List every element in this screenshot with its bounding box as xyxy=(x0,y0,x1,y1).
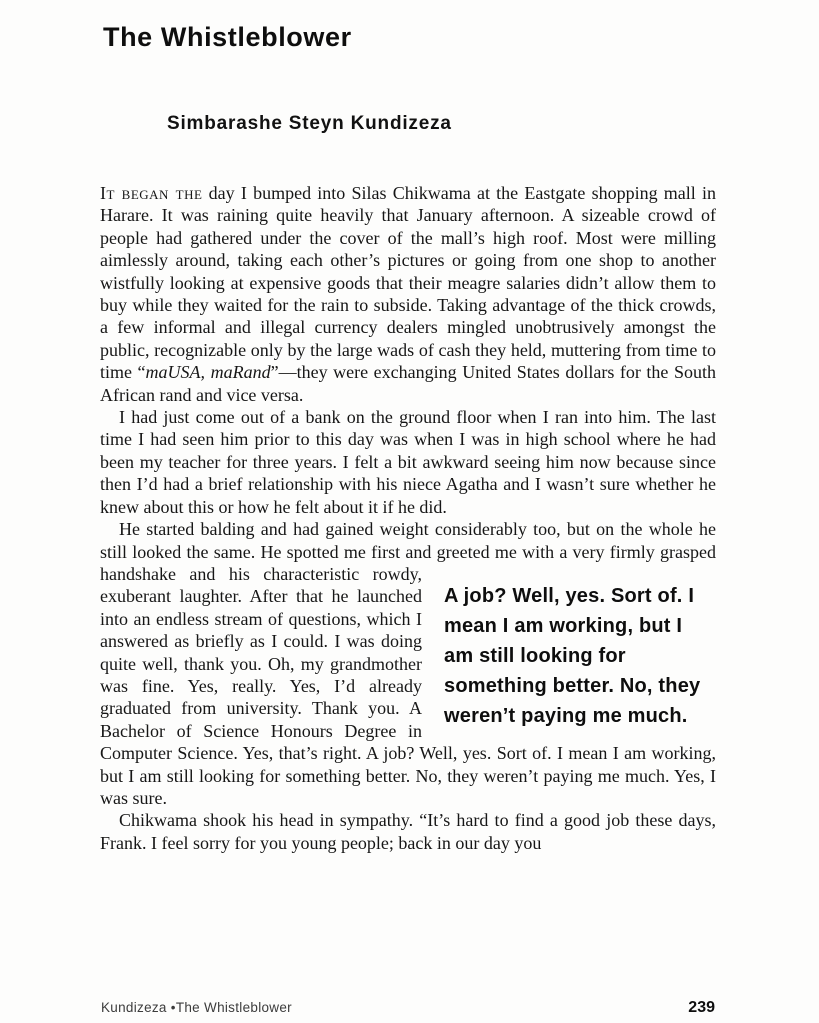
paragraph-3-before-quote: He started balding and had gained weight considerably too, but on the whole he still looked the same. He spotted me first and greeted me xyxy=(100,519,716,562)
story-title: The Whistleblower xyxy=(103,22,352,53)
story-body xyxy=(100,182,716,854)
paragraph-4: Chikwama shook his head in sympathy. “It’s hard to find a good job these days, Frank. I feel sorry for you young people; back in our day you xyxy=(100,810,716,853)
running-head: Kundizeza •The Whistleblower xyxy=(101,1000,292,1015)
author-name: Simbarashe Steyn Kundizeza xyxy=(167,113,452,134)
paragraph-1 xyxy=(100,182,716,406)
pull-quote: A job? Well, yes. Sort of. I mean I am working, but I am still looking for something better. No, they weren’t paying me much. xyxy=(444,584,701,727)
paragraph-3 xyxy=(100,518,716,809)
page-footer xyxy=(101,999,715,1017)
italic-phrase: maUSA, maRand xyxy=(145,362,271,383)
paragraph-1-end: ”—they were exchanging United States dollars for the South African rand and vice versa. xyxy=(100,362,716,405)
page-number: 239 xyxy=(688,999,715,1016)
opening-smallcaps: It began the xyxy=(100,183,203,203)
paragraph-2: I had just come out of a bank on the ground floor when I ran into him. The last time I had seen him prior to this day was when I was in high school where he had been my teacher for three years. I felt a bit awkward seeing him now because since then I’d had a brief relationship with his niece Agatha and I wasn’t sure whether he knew about this or how he felt about it if he did. xyxy=(100,407,716,517)
paragraph-1-text: day I bumped into Silas Chikwama at the Eastgate shopping mall in Harare. It was raining quite heavily that January afternoon. A sizeable crowd of people had gathered under the cover of the mall’s high roof. Most were milling aimlessly around, taking each other’s pictures or going from one shop to another wistfully looking at expensive goods that their meagre salaries didn’t allow them to buy while they waited for the rain to subside. Taking advantage of the thick crowds, a few informal and illegal currency dealers mingled unobtrusively amongst the public, recognizable only by the large wads of cash they held, muttering from time to time “ xyxy=(100,183,717,383)
paragraph-3-after-quote: with a very firmly grasped handshake and his characteristic rowdy, exuberant laughter. After that he launched into an endless stream of questions, which I answered as briefly as I could. I was doing quite well, thank you. Oh, my grandmother was fine. Yes, really. Yes, I’d already graduated from university. Thank you. A Bachelor of Science Honours Degree in Computer Science. Yes, that’s right. A job? Well, yes. Sort of. I mean I am working, but I am still looking for something better. No, they weren’t paying me much. Yes, I was sure. xyxy=(100,541,716,808)
